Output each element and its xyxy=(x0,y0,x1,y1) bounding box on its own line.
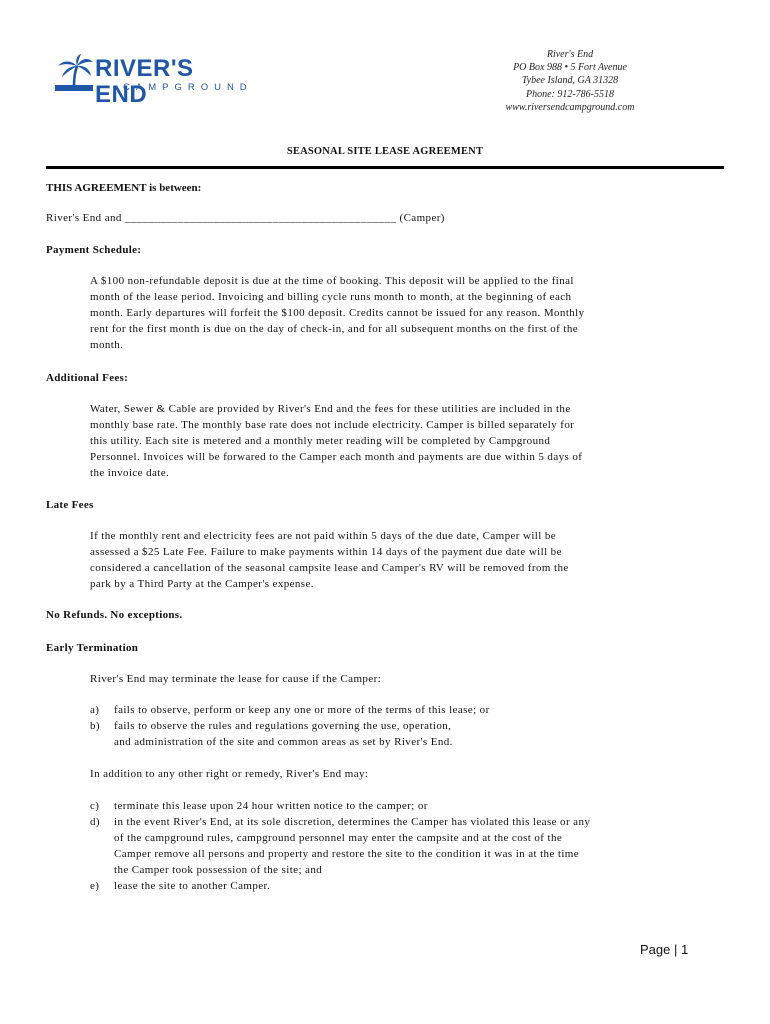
paragraph-line: park by a Third Party at the Camper's expense. xyxy=(90,578,314,590)
paragraph-line: month of the lease period. Invoicing and billing cycle runs month to month, at the beginning of each xyxy=(90,291,572,303)
list-marker: e) xyxy=(90,880,100,892)
no-refunds-note: No Refunds. No exceptions. xyxy=(46,609,183,621)
document-title: SEASONAL SITE LEASE AGREEMENT xyxy=(286,146,484,157)
campground-logo xyxy=(55,54,253,108)
between-heading: THIS AGREEMENT is between: xyxy=(46,182,202,194)
address-line: Tybee Island, GA 31328 xyxy=(521,75,619,87)
early-termination-heading: Early Termination xyxy=(46,642,139,654)
paragraph-line: monthly base rate. The monthly base rate does not include electricity. Camper is billed separately for xyxy=(90,419,575,431)
fees-paragraph xyxy=(90,401,724,481)
list-item-text: lease the site to another Camper. xyxy=(114,880,271,892)
parties-line: River's End and ______________________________________________ (Camper) xyxy=(46,212,445,224)
termination-causes-list xyxy=(90,702,490,750)
late-fees-paragraph xyxy=(90,528,724,592)
page-number: Page | 1 xyxy=(640,942,689,957)
list-item-continuation: of the campground rules, campground personnel may enter the campsite and at the cost of the xyxy=(114,832,563,844)
list-marker: a) xyxy=(90,704,100,716)
paragraph-line: considered a cancellation of the seasonal campsite lease and Camper's RV will be removed from the xyxy=(90,562,569,574)
list-item xyxy=(90,702,490,718)
paragraph-line: month. xyxy=(90,339,124,351)
paragraph-line: this utility. Each site is metered and a monthly meter reading will be completed by Campground xyxy=(90,435,551,447)
paragraph-line: Personnel. Invoices will be forwared to the Camper each month and payments are due within 5 days of xyxy=(90,451,583,463)
list-item xyxy=(90,878,590,894)
list-item xyxy=(90,798,590,814)
paragraph-line: month. Early departures will forfeit the $100 deposit. Credits cannot be issued for any reason. Monthly xyxy=(90,307,585,319)
website-link[interactable]: www.riversendcampground.com xyxy=(505,101,635,113)
title-divider xyxy=(46,166,724,169)
termination-intro: River's End may terminate the lease for cause if the Camper: xyxy=(90,673,382,685)
list-marker: d) xyxy=(90,816,100,828)
remedies-intro: In addition to any other right or remedy, River's End may: xyxy=(90,768,369,780)
paragraph-line: the invoice date. xyxy=(90,467,170,479)
list-item-text: terminate this lease upon 24 hour written notice to the camper; or xyxy=(114,800,428,812)
address-line: Phone: 912-786-5518 xyxy=(525,88,615,100)
list-item xyxy=(90,718,490,750)
payment-paragraph xyxy=(90,273,724,353)
paragraph-line: A $100 non-refundable deposit is due at the time of booking. This deposit will be applied to the final xyxy=(90,275,574,287)
paragraph-line: rent for the first month is due on the day of check-in, and for all subsequent months on the first of the xyxy=(90,323,579,335)
list-marker: b) xyxy=(90,720,100,732)
logo-subtitle: CAMPGROUND xyxy=(123,82,253,93)
address-line: River's End xyxy=(546,49,594,60)
address-line: PO Box 988 • 5 Fort Avenue xyxy=(513,62,627,74)
palm-tree-icon xyxy=(55,54,95,94)
paragraph-line: Water, Sewer & Cable are provided by River's End and the fees for these utilities are included in the xyxy=(90,403,571,415)
paragraph-line: assessed a $25 Late Fee. Failure to make payments within 14 days of the payment due date will be xyxy=(90,546,562,558)
list-item xyxy=(90,814,590,878)
address-block xyxy=(470,48,670,114)
late-fees-heading: Late Fees xyxy=(46,499,94,511)
list-item-continuation: the Camper took possession of the site; and xyxy=(114,864,323,876)
payment-heading: Payment Schedule: xyxy=(46,244,142,256)
list-item-text: fails to observe the rules and regulations governing the use, operation, xyxy=(114,720,452,732)
logo-name: RIVER'S END xyxy=(95,55,194,108)
list-item-text: in the event River's End, at its sole discretion, determines the Camper has violated this lease or any xyxy=(114,816,591,828)
list-item-continuation: Camper remove all persons and property and restore the site to the condition it was in at the time xyxy=(114,848,580,860)
list-item-text: fails to observe, perform or keep any one or more of the terms of this lease; or xyxy=(114,704,490,716)
list-item-continuation: and administration of the site and common areas as set by River's End. xyxy=(114,736,453,748)
remedies-list xyxy=(90,798,590,894)
list-marker: c) xyxy=(90,800,100,812)
fees-heading: Additional Fees: xyxy=(46,372,129,384)
paragraph-line: If the monthly rent and electricity fees are not paid within 5 days of the due date, Camper will be xyxy=(90,530,557,542)
